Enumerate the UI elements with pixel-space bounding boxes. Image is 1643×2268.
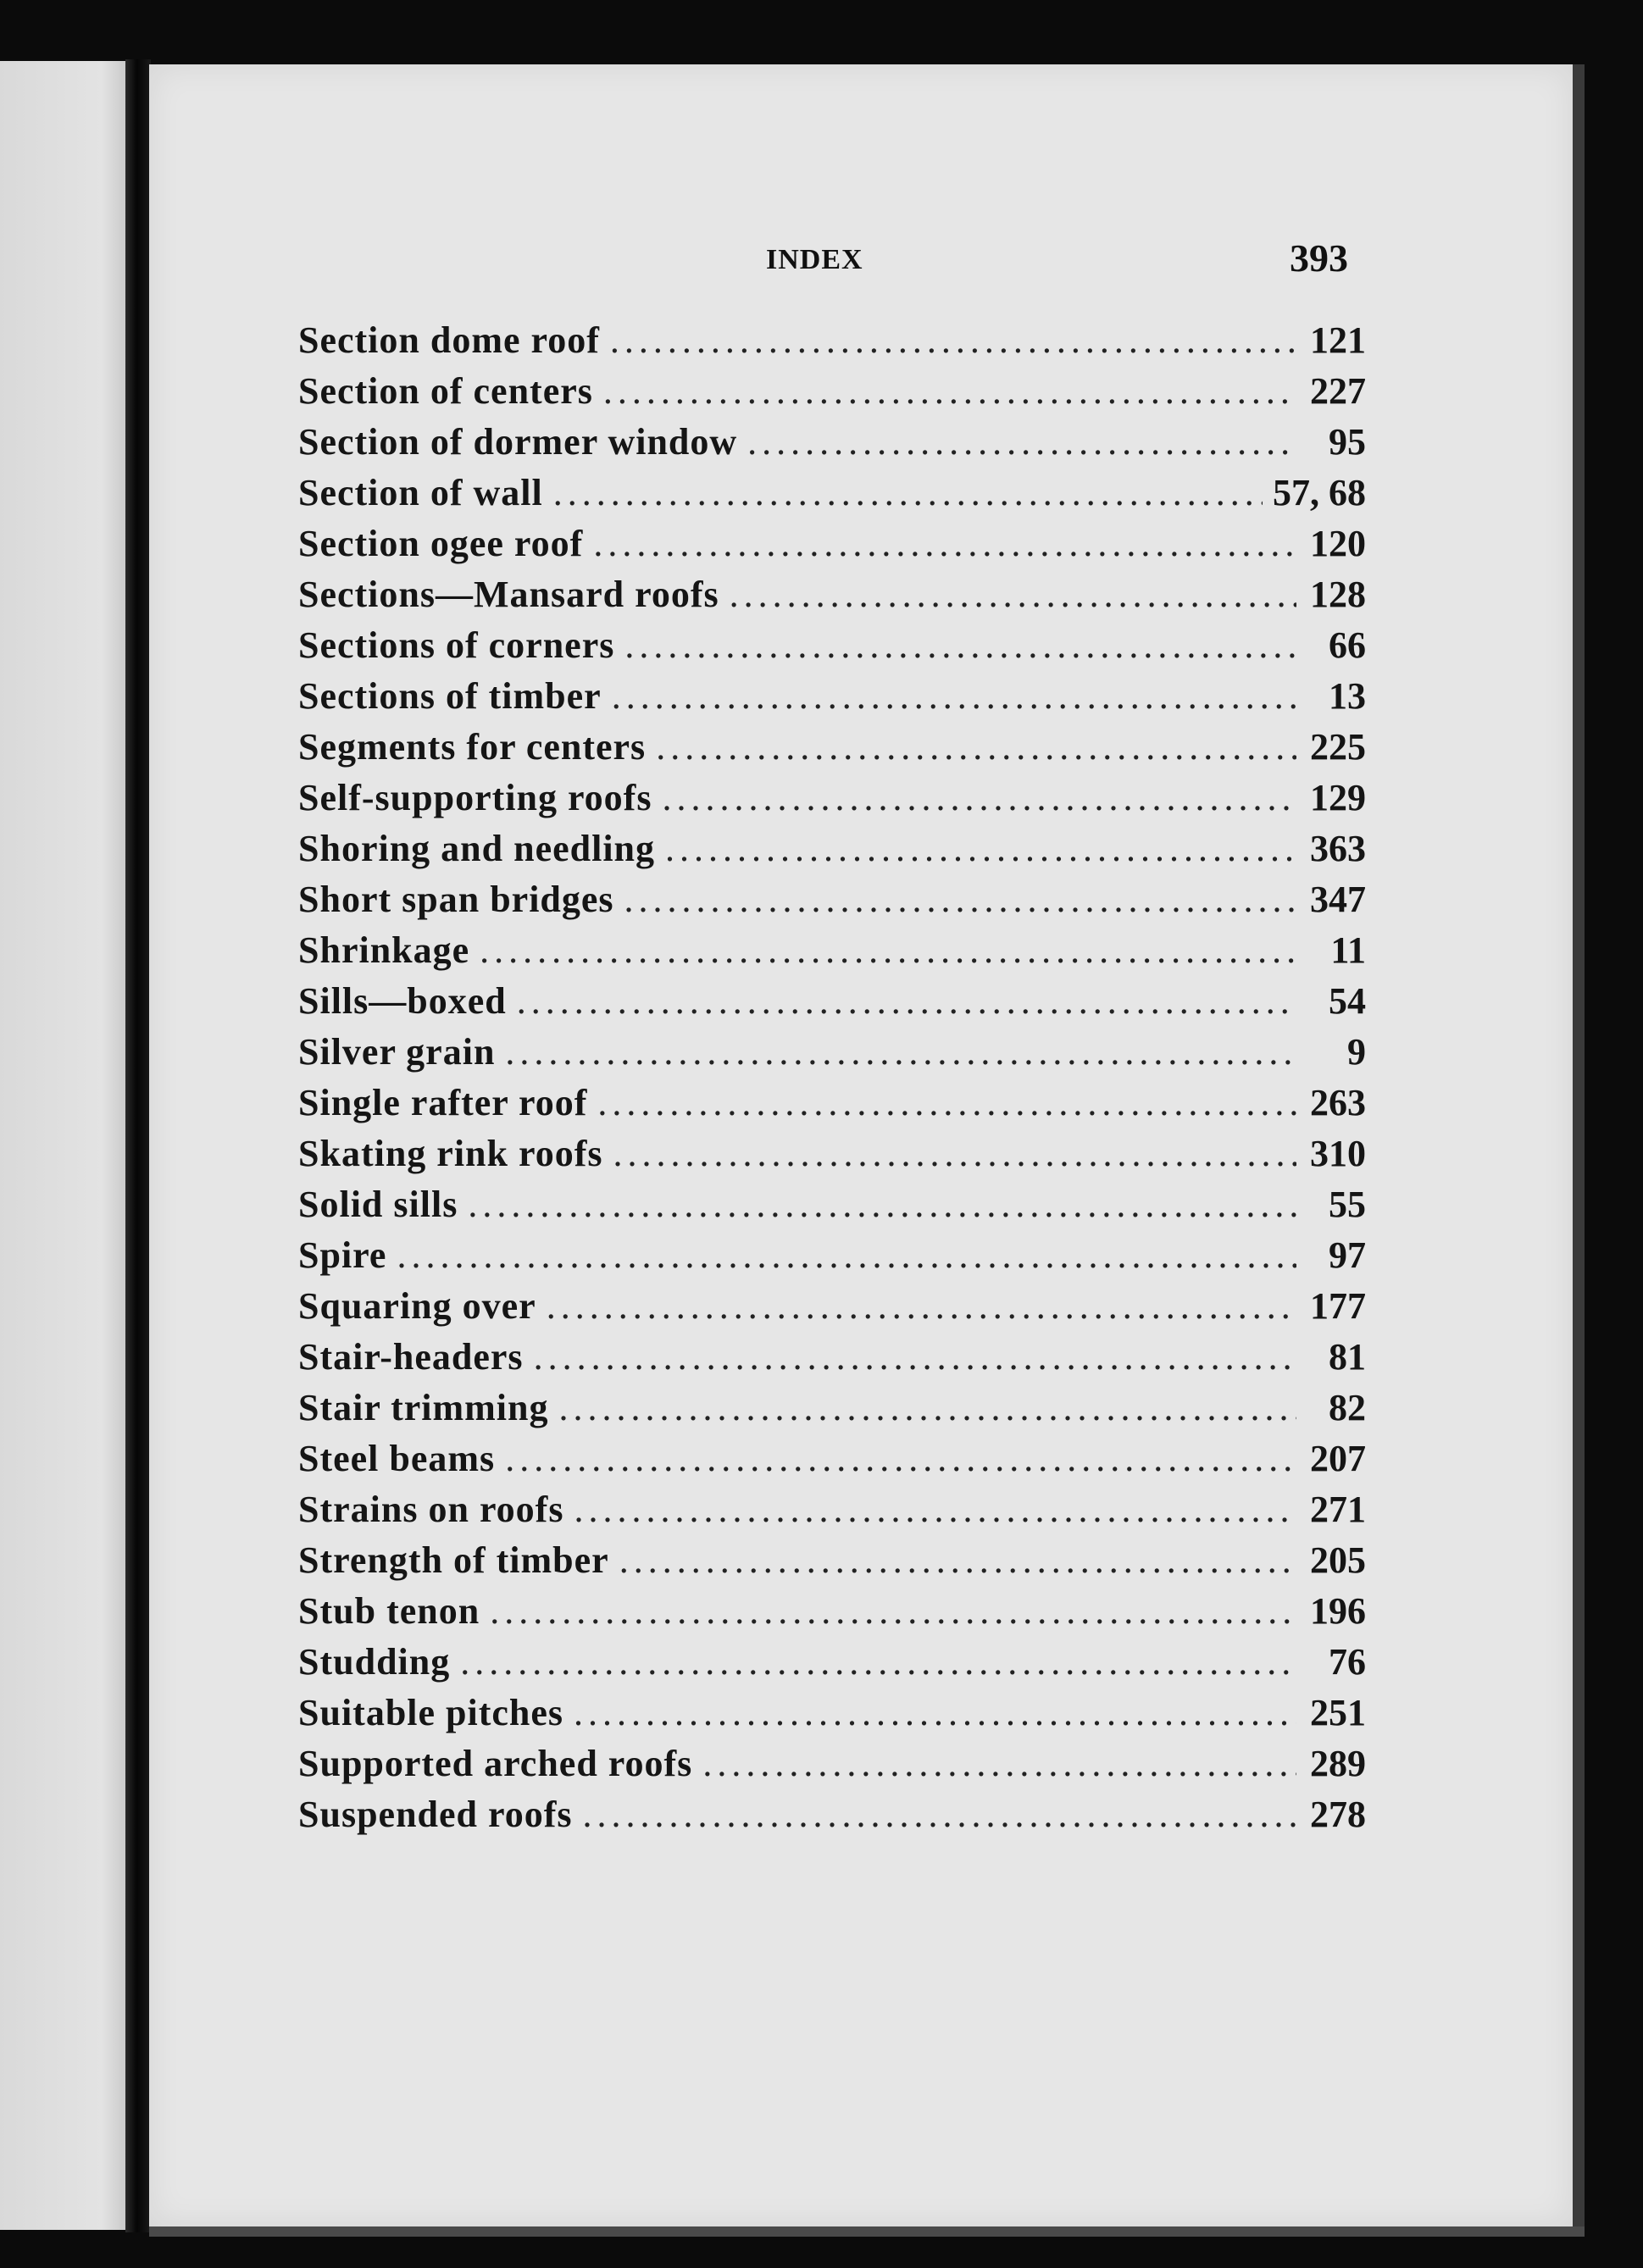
index-entry-term: Sills—boxed xyxy=(298,980,507,1022)
index-entry xyxy=(298,624,1366,674)
dot-leader xyxy=(612,674,1296,718)
dot-leader xyxy=(559,1386,1297,1429)
index-entry-pages: 81 xyxy=(1329,1336,1366,1378)
index-entry-pages: 76 xyxy=(1329,1641,1366,1683)
index-entry-term: Segments for centers xyxy=(298,726,647,768)
index-entry xyxy=(298,1234,1366,1284)
index-entry-pages: 177 xyxy=(1310,1285,1366,1327)
dot-leader xyxy=(468,1183,1296,1226)
dot-leader xyxy=(460,1640,1296,1683)
index-entry-pages: 95 xyxy=(1329,421,1366,463)
index-entry-term: Steel beams xyxy=(298,1438,496,1479)
index-entry-pages: 289 xyxy=(1310,1743,1366,1784)
dot-leader xyxy=(593,522,1296,565)
dot-leader xyxy=(534,1335,1296,1378)
index-entry-pages: 11 xyxy=(1330,929,1366,971)
index-entry xyxy=(298,1691,1366,1742)
index-entry-term: Strength of timber xyxy=(298,1539,609,1581)
index-entry-pages: 278 xyxy=(1310,1794,1366,1835)
dot-leader xyxy=(665,827,1296,870)
dot-leader xyxy=(574,1691,1296,1734)
dot-leader xyxy=(480,929,1296,972)
index-entry xyxy=(298,1640,1366,1691)
running-head xyxy=(149,236,1573,286)
index-entry xyxy=(298,1539,1366,1589)
dot-leader xyxy=(553,471,1263,514)
page-bottom-edge xyxy=(149,2226,1585,2237)
index-entry-pages: 120 xyxy=(1310,523,1366,564)
index-entry xyxy=(298,1589,1366,1640)
index-entry-pages: 225 xyxy=(1310,726,1366,768)
index-entry-term: Section ogee roof xyxy=(298,523,584,564)
index-entry-pages: 57, 68 xyxy=(1273,472,1366,513)
index-entry-term: Section of wall xyxy=(298,472,543,513)
index-entry xyxy=(298,827,1366,878)
dot-leader xyxy=(603,369,1296,413)
dot-leader xyxy=(583,1793,1296,1836)
index-entry xyxy=(298,573,1366,624)
index-entry xyxy=(298,522,1366,573)
index-entry-term: Single rafter roof xyxy=(298,1082,588,1123)
index-entry-term: Studding xyxy=(298,1641,451,1683)
index-entry-pages: 97 xyxy=(1329,1234,1366,1276)
index-entry-term: Shoring and needling xyxy=(298,828,656,869)
index-entry-term: Shrinkage xyxy=(298,929,470,971)
index-entry-term: Suspended roofs xyxy=(298,1794,573,1835)
index-entry xyxy=(298,1437,1366,1488)
index-entry xyxy=(298,979,1366,1030)
dot-leader xyxy=(613,1132,1297,1175)
dot-leader xyxy=(624,624,1296,667)
dot-leader xyxy=(505,1030,1296,1073)
index-entry xyxy=(298,1284,1366,1335)
index-entry-pages: 13 xyxy=(1329,675,1366,717)
index-entry-pages: 251 xyxy=(1310,1692,1366,1733)
dot-leader xyxy=(702,1742,1296,1785)
index-entry-pages: 310 xyxy=(1310,1133,1366,1174)
book-binding xyxy=(125,59,151,2232)
dot-leader xyxy=(656,725,1296,768)
index-entry-term: Stair trimming xyxy=(298,1387,549,1428)
index-entry-term: Sections of timber xyxy=(298,675,602,717)
index-entry-pages: 196 xyxy=(1310,1590,1366,1632)
index-entry-term: Squaring over xyxy=(298,1285,536,1327)
dot-leader xyxy=(397,1234,1296,1277)
index-entry-pages: 121 xyxy=(1310,319,1366,361)
index-entry-term: Stub tenon xyxy=(298,1590,480,1632)
dot-leader xyxy=(505,1437,1296,1480)
index-entry-pages: 363 xyxy=(1310,828,1366,869)
index-entry-list xyxy=(298,319,1366,1844)
index-entry-pages: 347 xyxy=(1310,879,1366,920)
index-entry-pages: 54 xyxy=(1329,980,1366,1022)
index-entry-pages: 55 xyxy=(1329,1184,1366,1225)
index-entry xyxy=(298,1081,1366,1132)
index-entry-term: Sections of corners xyxy=(298,624,615,666)
dot-leader xyxy=(597,1081,1296,1124)
index-entry-pages: 9 xyxy=(1347,1031,1366,1073)
index-entry-pages: 128 xyxy=(1310,574,1366,615)
index-entry-term: Supported arched roofs xyxy=(298,1743,693,1784)
dot-leader xyxy=(624,878,1296,921)
dot-leader xyxy=(747,420,1296,463)
index-entry xyxy=(298,420,1366,471)
index-entry-term: Spire xyxy=(298,1234,387,1276)
dot-leader xyxy=(490,1589,1296,1633)
index-entry-term: Section of dormer window xyxy=(298,421,738,463)
running-head-title: INDEX xyxy=(766,244,863,275)
page-number: 393 xyxy=(1290,236,1348,280)
page-right-edge xyxy=(1573,64,1585,2226)
facing-page-edge xyxy=(0,61,127,2230)
index-entry-pages: 129 xyxy=(1310,777,1366,818)
index-entry xyxy=(298,471,1366,522)
index-entry-term: Silver grain xyxy=(298,1031,496,1073)
index-entry xyxy=(298,1030,1366,1081)
index-entry xyxy=(298,725,1366,776)
index-entry-term: Sections—Mansard roofs xyxy=(298,574,719,615)
dot-leader xyxy=(574,1488,1296,1531)
dot-leader xyxy=(619,1539,1296,1582)
index-entry-pages: 205 xyxy=(1310,1539,1366,1581)
index-entry xyxy=(298,1335,1366,1386)
index-entry xyxy=(298,929,1366,979)
index-entry-term: Solid sills xyxy=(298,1184,458,1225)
index-entry xyxy=(298,369,1366,420)
index-entry-term: Self-supporting roofs xyxy=(298,777,652,818)
index-entry xyxy=(298,776,1366,827)
index-entry xyxy=(298,1132,1366,1183)
dot-leader xyxy=(730,573,1296,616)
index-entry-pages: 207 xyxy=(1310,1438,1366,1479)
index-entry-term: Suitable pitches xyxy=(298,1692,564,1733)
index-entry-pages: 271 xyxy=(1310,1489,1366,1530)
index-entry-pages: 263 xyxy=(1310,1082,1366,1123)
dot-leader xyxy=(517,979,1296,1023)
index-entry xyxy=(298,1793,1366,1844)
index-entry-term: Short span bridges xyxy=(298,879,614,920)
index-entry xyxy=(298,1488,1366,1539)
index-entry xyxy=(298,1742,1366,1793)
index-entry xyxy=(298,878,1366,929)
index-entry-pages: 82 xyxy=(1329,1387,1366,1428)
index-entry-pages: 66 xyxy=(1329,624,1366,666)
index-entry-term: Strains on roofs xyxy=(298,1489,564,1530)
dot-leader xyxy=(547,1284,1296,1328)
index-entry-pages: 227 xyxy=(1310,370,1366,412)
index-entry-term: Section dome roof xyxy=(298,319,600,361)
index-entry xyxy=(298,674,1366,725)
dot-leader xyxy=(610,319,1296,362)
dot-leader xyxy=(662,776,1296,819)
index-entry-term: Skating rink roofs xyxy=(298,1133,603,1174)
index-entry xyxy=(298,1183,1366,1234)
index-entry-term: Stair-headers xyxy=(298,1336,524,1378)
index-entry-term: Section of centers xyxy=(298,370,593,412)
index-entry xyxy=(298,1386,1366,1437)
index-entry xyxy=(298,319,1366,369)
